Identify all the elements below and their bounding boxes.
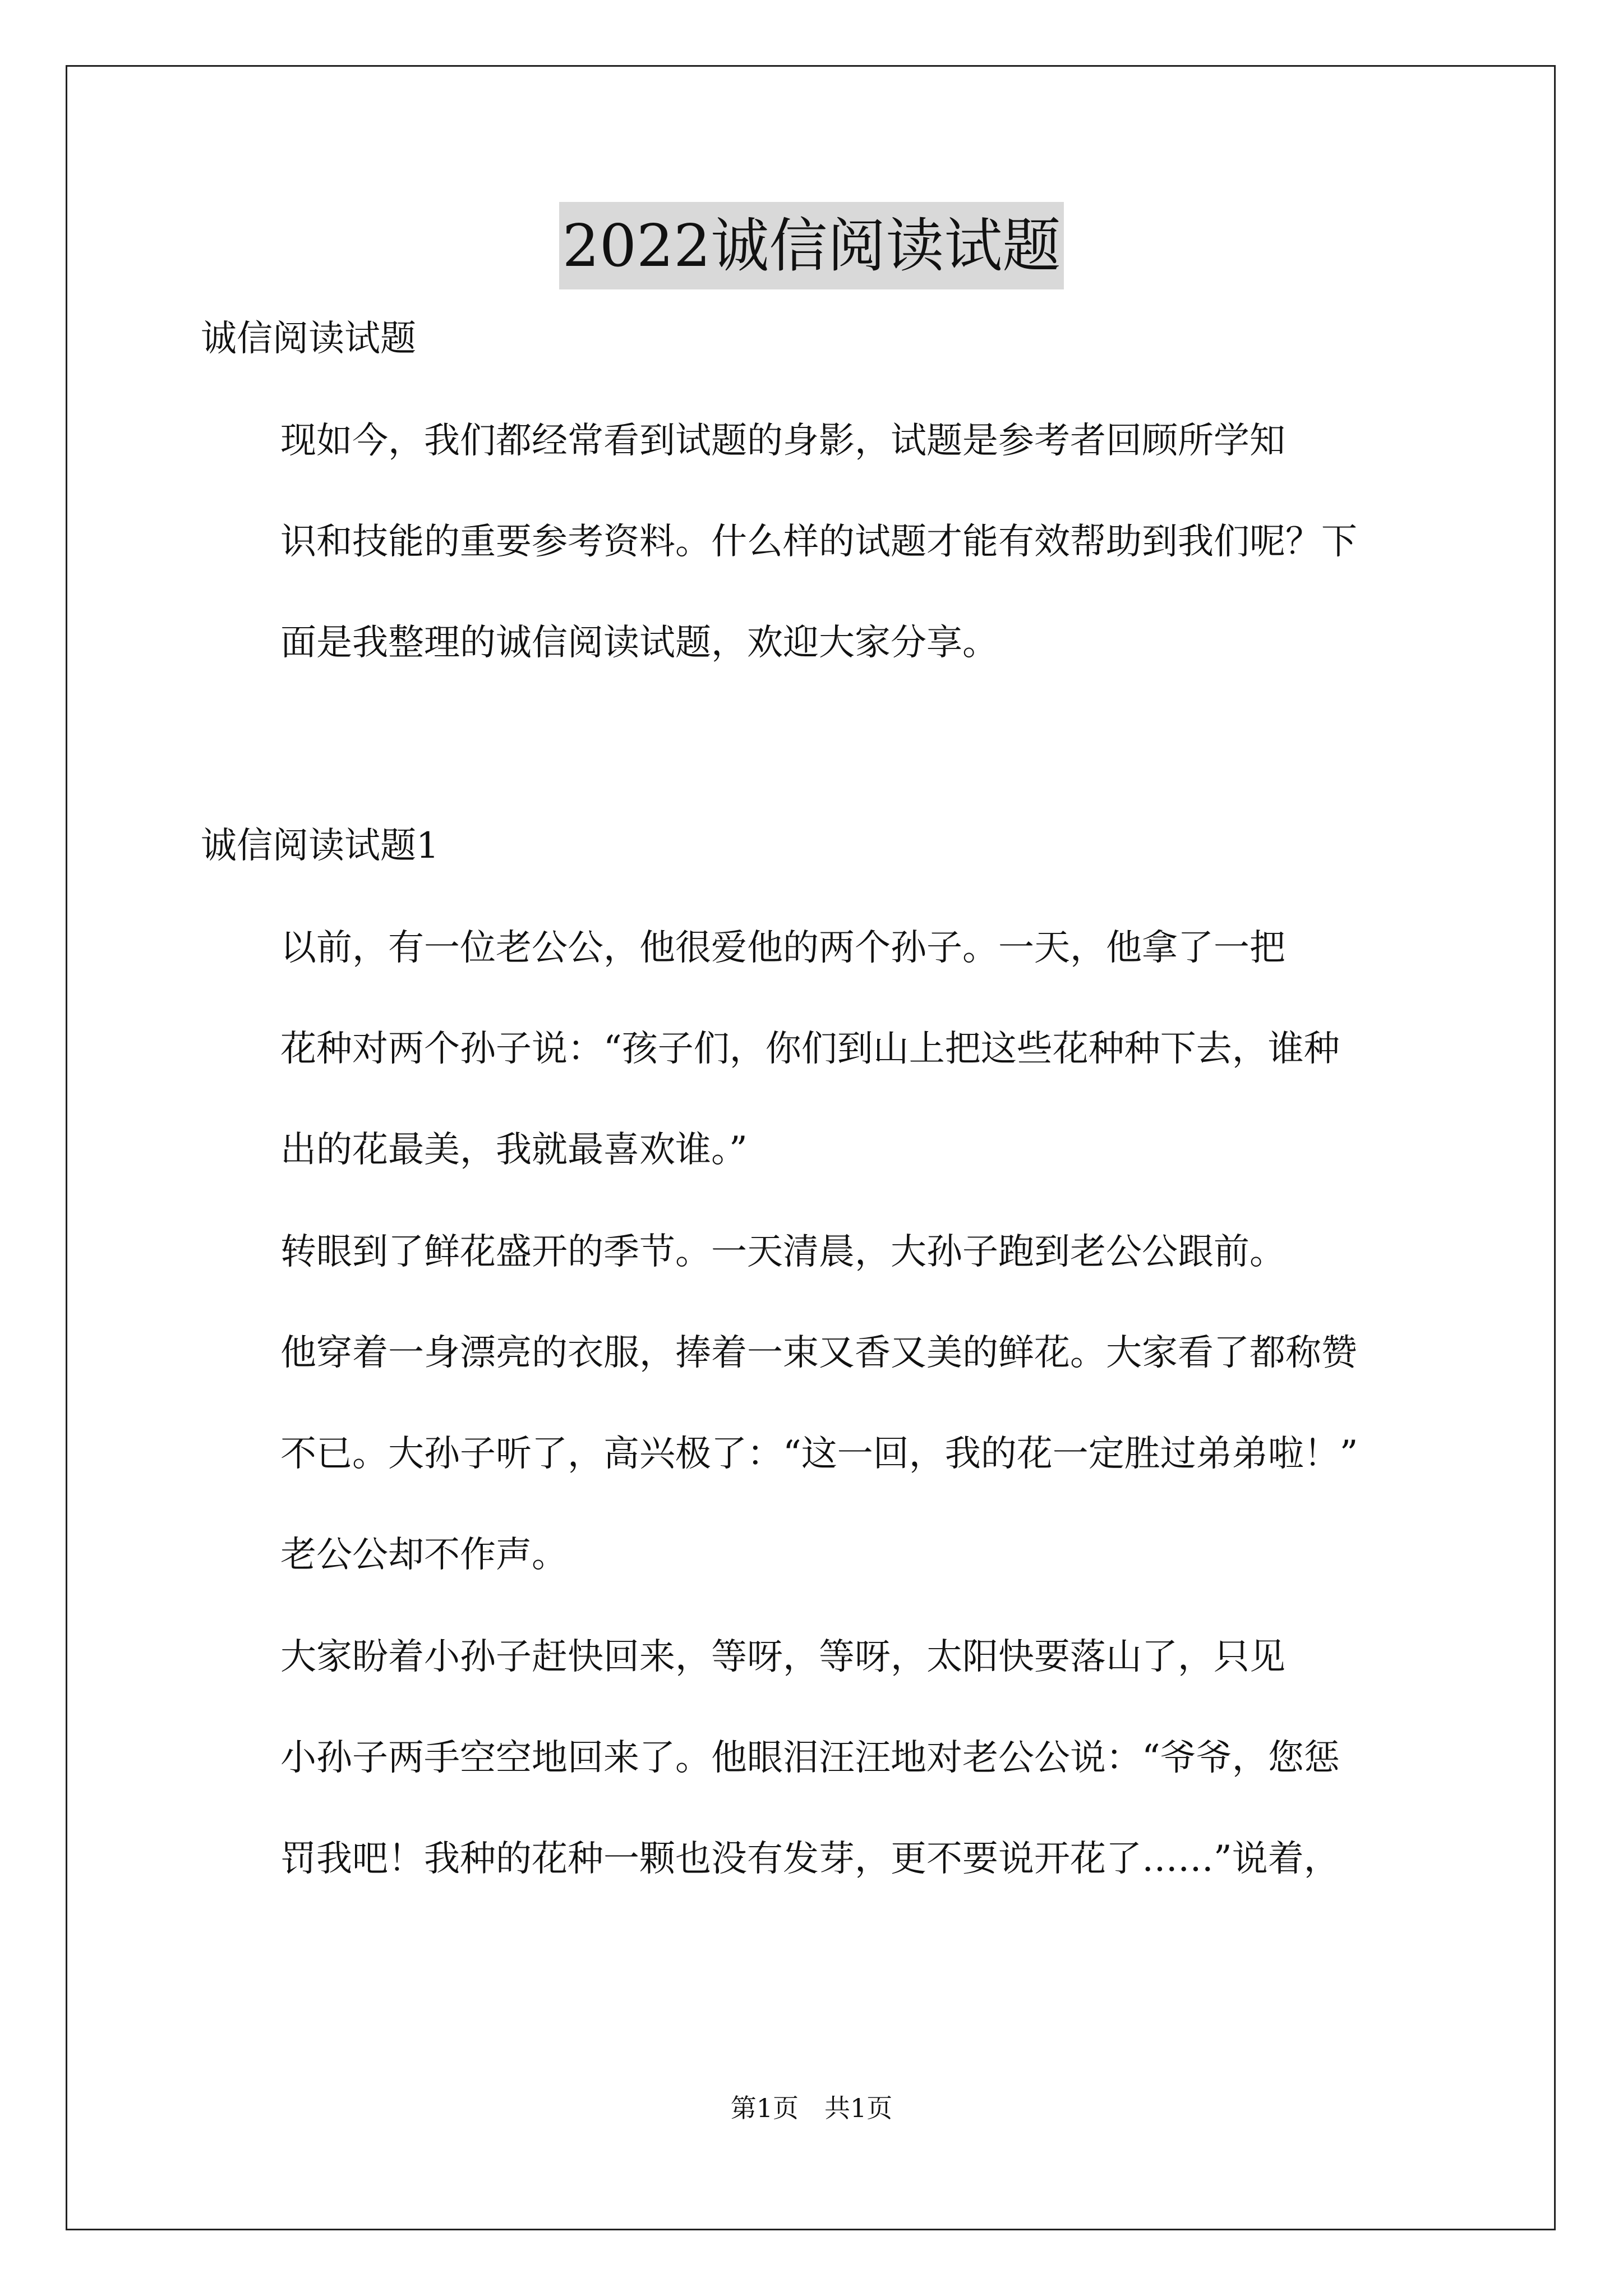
paragraph-line: 出的花最美，我就最喜欢谁。” — [280, 1129, 748, 1171]
paragraph-line: 小孙子两手空空地回来了。他眼泪汪汪地对老公公说：“爷爷，您惩 — [280, 1737, 1340, 1779]
paragraph-line: 大家盼着小孙子赶快回来，等呀，等呀，太阳快要落山了，只见 — [280, 1636, 1285, 1678]
paragraph-line: 罚我吧！我种的花种一颗也没有发芽，更不要说开花了……”说着， — [280, 1838, 1340, 1880]
paragraph-line: 花种对两个孙子说：“孩子们，你们到山上把这些花种种下去，谁种 — [280, 1028, 1340, 1070]
paragraph-line: 老公公却不作声。 — [280, 1534, 568, 1576]
paragraph-line: 不已。大孙子听了，高兴极了：“这一回，我的花一定胜过弟弟啦！” — [280, 1433, 1358, 1475]
story-paragraph-2 — [201, 1225, 1435, 1582]
story-paragraph-1 — [201, 921, 1435, 1177]
paragraph-line: 他穿着一身漂亮的衣服，捧着一束又香又美的鲜花。大家看了都称赞 — [280, 1332, 1357, 1374]
document-title: 2022诚信阅读试题 — [559, 202, 1064, 289]
story-paragraph-3 — [201, 1630, 1435, 1886]
paragraph-line: 转眼到了鲜花盛开的季节。一天清晨，大孙子跑到老公公跟前。 — [280, 1231, 1285, 1273]
document-body — [201, 312, 1435, 1886]
title-area — [0, 202, 1623, 289]
page-number: 第1页 共1页 — [730, 2093, 893, 2123]
paragraph-line: 识和技能的重要参考资料。什么样的试题才能有效帮助到我们呢？下 — [280, 521, 1357, 563]
section-heading-intro: 诚信阅读试题 — [201, 318, 416, 360]
page-footer — [0, 2091, 1623, 2125]
paragraph-line: 面是我整理的诚信阅读试题，欢迎大家分享。 — [280, 622, 998, 664]
paragraph-line: 以前，有一位老公公，他很爱他的两个孙子。一天，他拿了一把 — [280, 927, 1285, 969]
intro-paragraph — [201, 414, 1435, 670]
paragraph-line: 现如今，我们都经常看到试题的身影，试题是参考者回顾所学知 — [280, 420, 1285, 462]
section-heading-1: 诚信阅读试题1 — [201, 825, 439, 867]
